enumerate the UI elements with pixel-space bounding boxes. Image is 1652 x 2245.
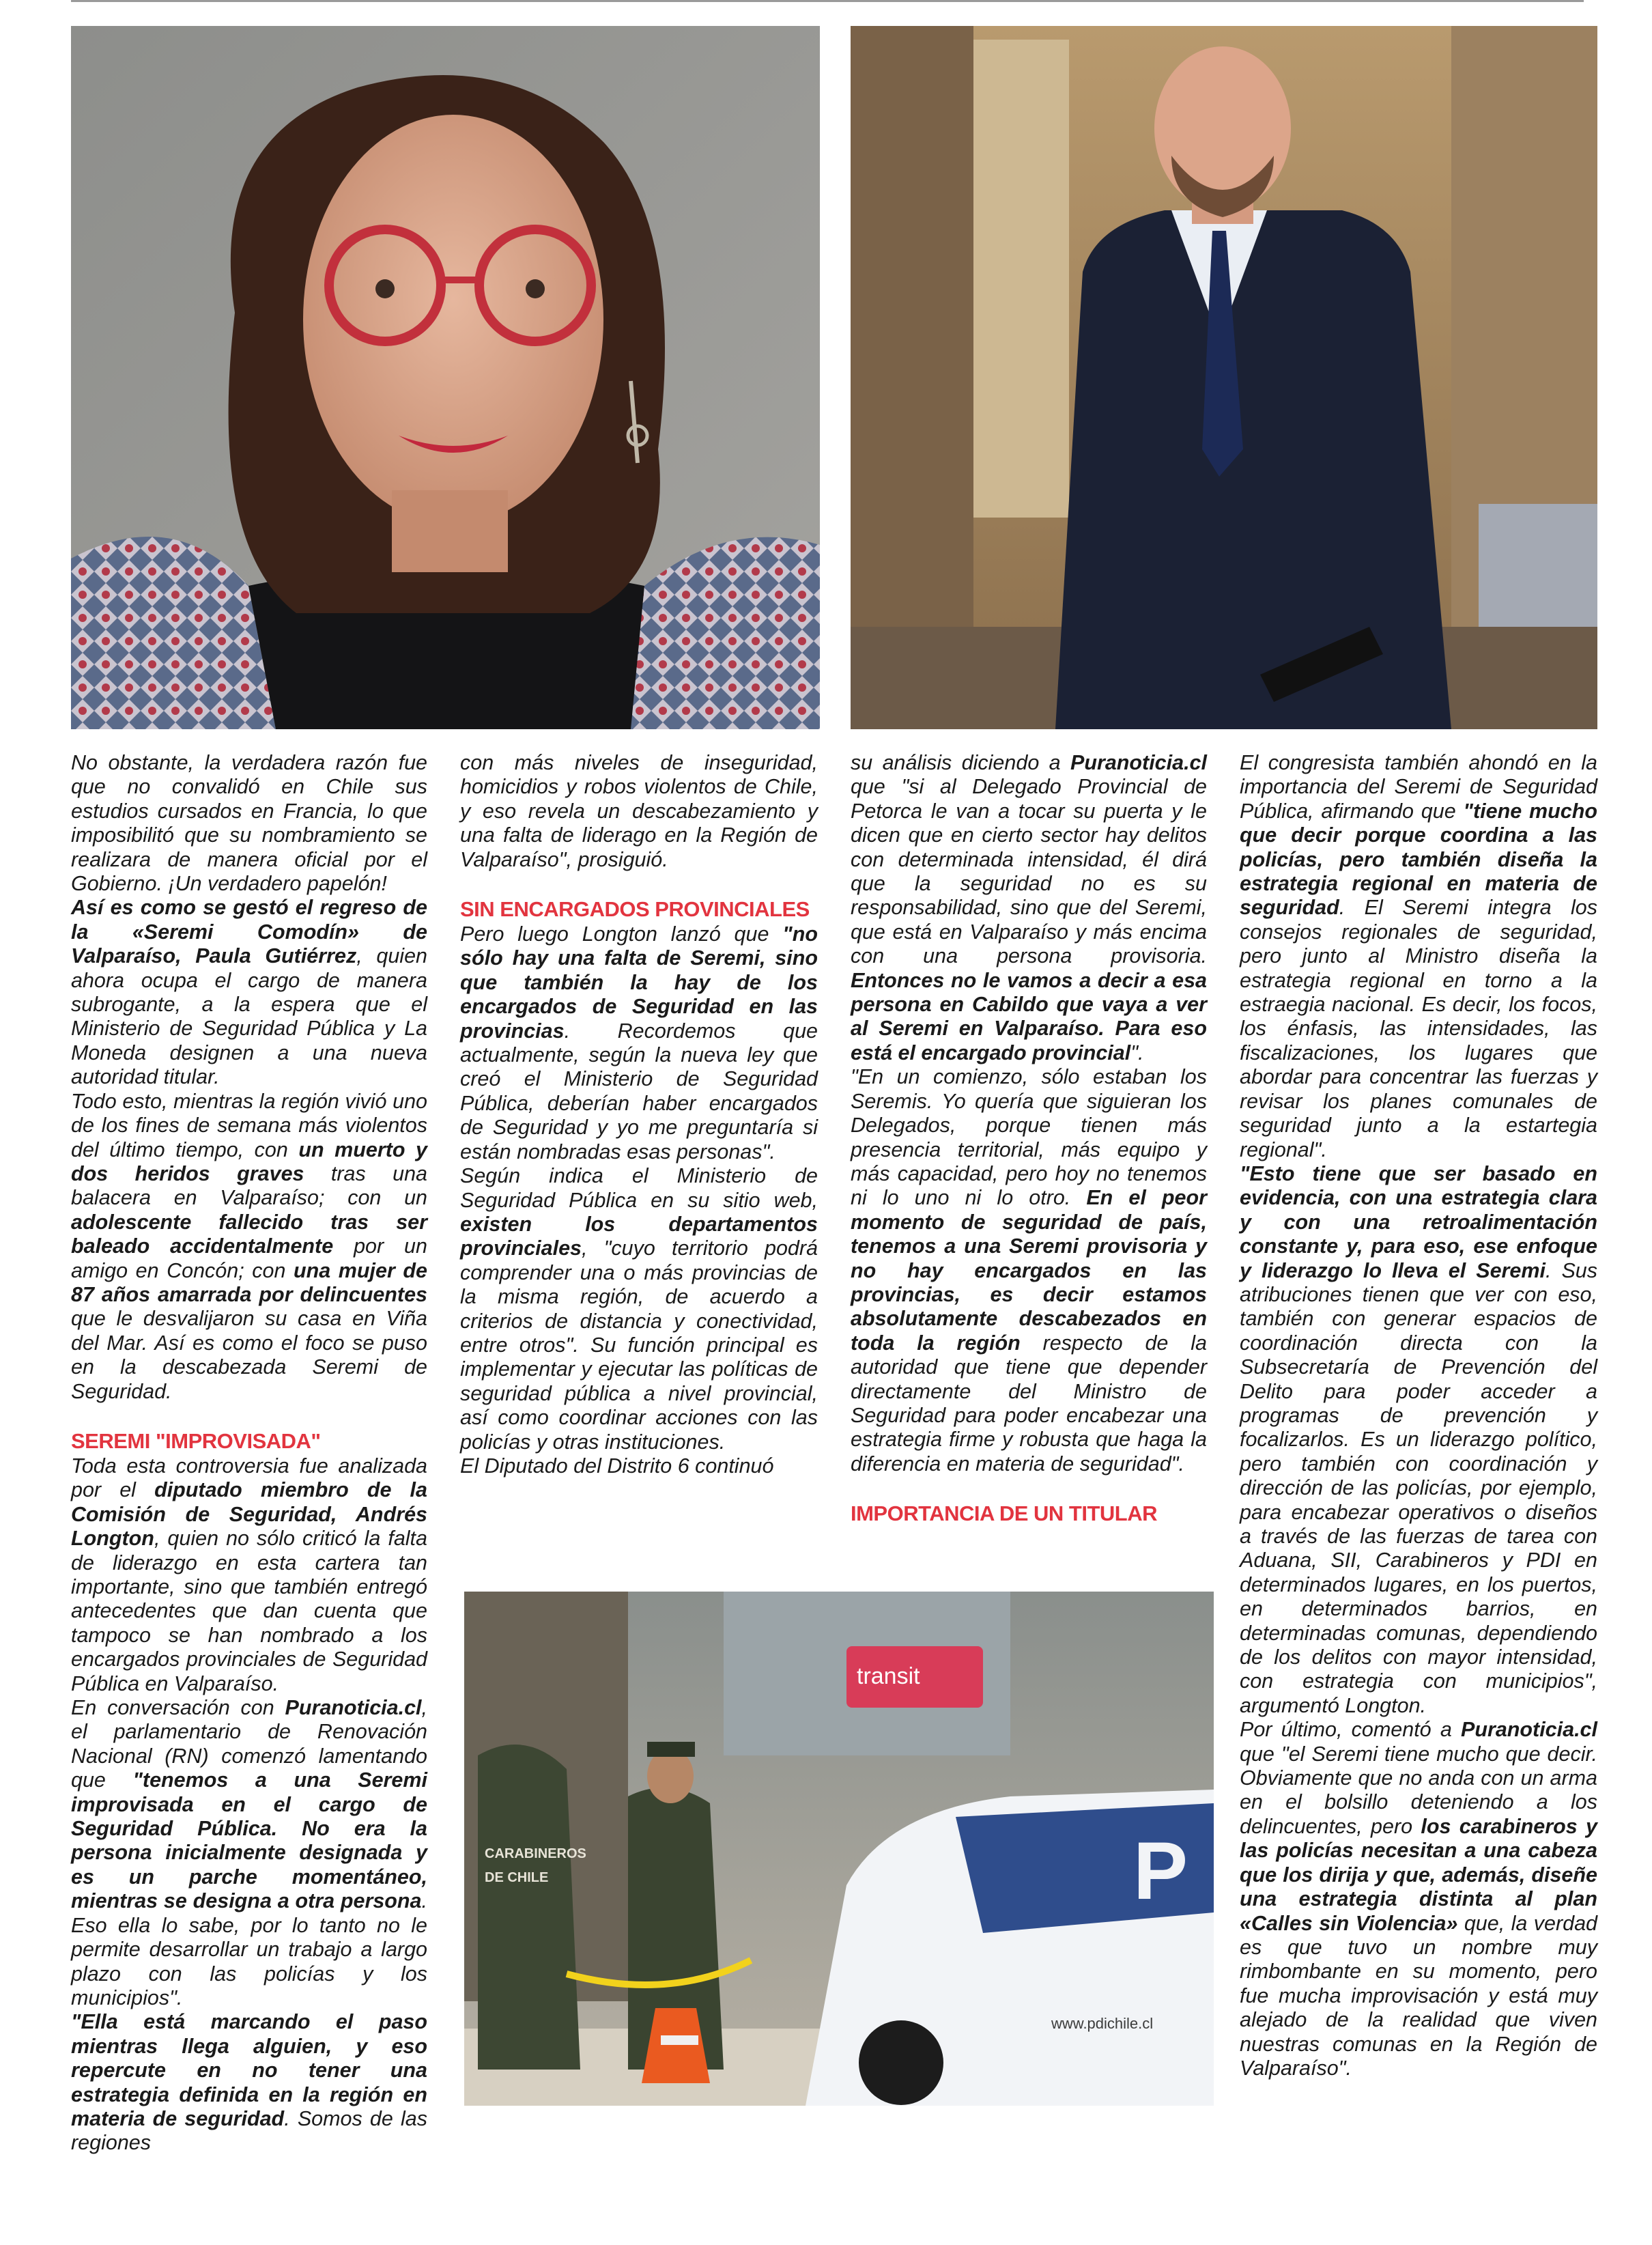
paragraph [460,922,818,1164]
car-letter: P [1133,1825,1188,1917]
bold-text: "Esto tiene que ser basado en evidencia, con una estrategia clara y con una retroalimentación constante y, para eso, ese enfoque y liderazgo lo lleva el Seremi [1240,1161,1597,1282]
car-web-text: www.pdichile.cl [1051,2015,1154,2032]
bold-text: existen los departamentos provinciales [460,1212,818,1260]
vest-text-1: CARABINEROS [485,1846,586,1861]
paragraph [851,1065,1207,1476]
article-column-4 [1240,751,1597,2080]
subhead-titular: IMPORTANCIA DE UN TITULAR [851,1501,1158,1526]
text: respecto de la autoridad que tiene que depender directamente del Ministro de Seguridad para poder encabezar una estrategia firme y robusta que haga la diferencia en materia de seguridad". [851,1331,1207,1476]
text: Pero luego Longton lanzó que [460,922,783,946]
paragraph [71,896,427,1089]
photo-woman-portrait [71,26,820,729]
text: ". [1130,1041,1144,1064]
text: . El Seremi integra los consejos regionales de seguridad, pero junto al Ministro diseña la estrategia regional en torno a la estraegia nacional. Es decir, los focos, los énfasis, las intensidades, las fiscalizaciones, los lugares que abordar para concentrar las fuerzas y revisar los planes comunales de seguridad junto a la estartegia regional". [1240,896,1597,1161]
bold-text: diputado miembro de la Comisión de Seguridad, Andrés Longton [71,1478,427,1551]
text: El Diputado del Distrito 6 continuó [460,1454,774,1478]
bold-text: "Ella está marcando el paso mientras llega alguien, y eso repercute en no tener una estrategia definida en la región en materia de seguridad [71,2010,427,2130]
text: por un amigo en Concón; con [71,1234,427,1282]
text: . Eso ella lo sabe, por lo tanto no le permite desarrollar un trabajo a largo plazo con las policías y los municipios". [71,1889,427,2009]
text: , quien no sólo criticó la falta de liderazgo en esta cartera tan importante, sino que también entregó antecedentes que dan cuenta que tampoco se han nombrado a los encargados provinciales de Seguridad Pública en Valparaíso. [71,1527,427,1695]
text: . Recordemos que actualmente, según la nueva ley que creó el Ministerio de Seguridad Pública, deberían haber encargados de Seguridad y yo me preguntaría si están nombradas esas personas". [460,1019,818,1163]
text: que "si al Delegado Provincial de Petorca le van a tocar su puerta y le dicen que en cierto sector hay delitos con determinada intensidad, él dirá que la seguridad no es su responsabilidad, sino que del Seremi, que está en Valparaíso y más encima con una persona provisoria. [851,775,1207,968]
text: , "cuyo territorio podrá comprender una o más provincias de la misma región, de acuerdo a criterios de distancia y conectividad, entre otros". Su función principal es implementar y ejecutar las políticas de seguridad pública a nivel provincial, así como coordinar acciones con las policías y otras instituciones. [460,1237,818,1454]
photo-man-walking [851,26,1597,729]
paragraph [71,1696,427,2010]
text: su análisis diciendo a [851,751,1070,774]
bold-text: "no sólo hay una falta de Seremi, sino que también la hay de los encargados de Seguridad en las provincias [460,922,818,1043]
text: En conversación con [71,1696,285,1720]
bus-sign-text: transit [857,1663,920,1689]
paragraph [1240,1162,1597,1718]
article-column-3 [851,751,1207,1527]
text: que le desvalijaron su casa en Viña del Mar. Así es como el foco se puso en la descabezada Seremi de Seguridad. [71,1307,427,1403]
subhead-improvisada: SEREMI "IMPROVISADA" [71,1428,321,1453]
paragraph [71,751,427,896]
text: No obstante, la verdadera razón fue que no convalidó en Chile sus estudios cursados en Francia, lo que imposibilitó que su nombramiento se realizara de manera oficial por el Gobierno. ¡Un verdadero papelón! [71,751,427,896]
text: que "el Seremi tiene mucho que decir. Obviamente que no anda con un arma en el bolsillo deteniendo a los delincuentes, pero [1240,1742,1597,1838]
text: El congresista también ahondó en la importancia del Seremi de Seguridad Pública, afirmando que [1240,751,1597,823]
paragraph [460,1164,818,1454]
paragraph [460,1454,818,1478]
paragraph [851,751,1207,1065]
text: . Somos de las regiones [71,2106,427,2155]
bold-text: un muerto y dos heridos graves [71,1138,427,1185]
article-column-1 [71,751,427,2156]
bold-text: Puranoticia.cl [1070,751,1207,774]
text: que, la verdad es que tuvo un nombre muy rimbombante en su momento, pero fue mucha improvisación y está muy alejado de la realidad que viven nuestras comunas en la Región de Valparaíso". [1240,1911,1597,2080]
text: Según indica el Ministerio de Seguridad Pública en su sitio web, [460,1164,818,1212]
bold-text: Entonces no le vamos a decir a esa persona en Cabildo que vaya a ver al Seremi en Valparaíso. Para eso está el encargado provincial [851,968,1207,1064]
text: Toda esta controversia fue analizada por el [71,1454,427,1502]
bold-text: una mujer de 87 años amarrada por delincuentes [71,1258,428,1306]
paragraph [71,1090,427,1404]
bold-text: Puranoticia.cl [1460,1718,1597,1742]
bold-text: En el peor momento de seguridad de país, tenemos a una Seremi provisoria y no hay encargados en las provincias, es decir estamos absolutamente descabezados en toda la región [851,1186,1208,1355]
bold-text: "tiene mucho que decir porque coordina a las policías, pero también diseña la estrategia regional en materia de seguridad [1240,799,1597,920]
bold-text: los carabineros y las policías necesitan a una cabeza que los dirija y que, además, diseñe una estrategia distinta al plan «Calles sin Violencia» [1240,1814,1597,1935]
photo-police-scene [464,1592,1214,2106]
text: con más niveles de inseguridad, homicidios y robos violentos de Chile, y eso revela un descabezamiento y una falta de liderago en la Región de Valparaíso", prosiguió. [460,751,818,871]
paragraph [460,751,818,872]
bold-text: "tenemos a una Seremi improvisada en el cargo de Seguridad Pública. No era la persona inicialmente designada y es un parche momentáneo, mientras se designa a otra persona [71,1768,427,1913]
top-rule [71,0,1584,2]
text: Por último, comentó a [1240,1718,1461,1742]
bold-text: Así es como se gestó el regreso de la «Seremi Comodín» de Valparaíso, Paula Gutiérrez [71,896,427,968]
paragraph [1240,1718,1597,2080]
bold-text: adolescente fallecido tras ser baleado accidentalmente [71,1210,427,1258]
paragraph [71,2010,427,2155]
text: Todo esto, mientras la región vivió uno de los fines de semana más violentos del último tiempo, con [71,1089,427,1161]
text: tras una balacera en Valparaíso; con un [71,1161,427,1210]
vest-text-2: DE CHILE [485,1870,549,1885]
subhead-provinciales: SIN ENCARGADOS PROVINCIALES [460,897,810,922]
article-column-2 [460,751,818,1478]
text: , el parlamentario de Renovación Nacional (RN) comenzó lamentando que [71,1696,427,1792]
text: "En un comienzo, sólo estaban los Seremis. Yo quería que siguieran los Delegados, porque tienen más presencia territorial, más equipo y más capacidad, pero hoy no tenemos ni lo uno ni lo otro. [851,1065,1207,1210]
paragraph [71,1454,427,1696]
paragraph [1240,751,1597,1162]
text: . Sus atribuciones tienen que ver con eso, también con generar espacios de coordinación directa con la Subsecretaría de Prevención del Delito para poder acceder a programas de prevención y focalizarlos. Es un liderazgo político, pero también con coordinación y dirección de las policías, por ejemplo, para encabezar operativos o diseños a través de las fuerzas de tarea con Aduana, SII, Carabineros y PDI en determinados lugares, en los puertos, en determinados barrios, en determinadas comunas, dependiendo de los delitos con mayor intensidad, con estrategia con municipios", argumentó Longton. [1240,1258,1597,1717]
bold-text: Puranoticia.cl [285,1696,422,1720]
text: , quien ahora ocupa el cargo de manera subrogante, a la espera que el Ministerio de Seguridad Pública y La Moneda designen a una nueva autoridad titular. [71,944,428,1089]
